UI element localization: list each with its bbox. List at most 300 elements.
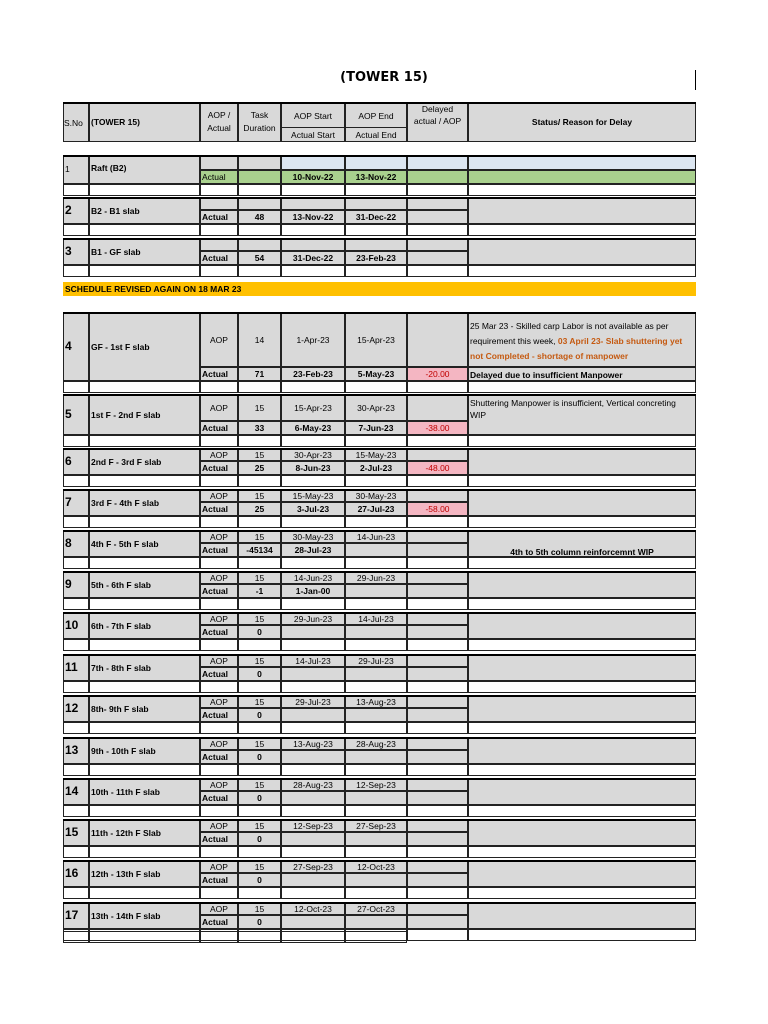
aop-start: 15-May-23 — [292, 491, 334, 501]
actual-type: Actual — [202, 423, 228, 433]
spacer-cell — [281, 846, 345, 858]
aop-type: AOP — [210, 821, 228, 831]
delay-value: -58.00 — [425, 504, 450, 514]
spacer-cell — [238, 381, 281, 393]
spacer-cell — [281, 435, 345, 447]
spacer-cell — [63, 639, 89, 651]
status-text: 4th to 5th column reinforcemnt WIP — [510, 547, 654, 557]
aop-cell — [407, 613, 468, 625]
spacer-cell — [63, 224, 89, 236]
actual-start: 13-Nov-22 — [292, 212, 334, 222]
actual-end: 5-May-23 — [357, 369, 395, 379]
spacer-cell — [63, 764, 89, 776]
actual-cell — [407, 791, 468, 805]
row-name: 6th - 7th F slab — [91, 621, 151, 631]
row-name: 8th- 9th F slab — [91, 704, 149, 714]
spacer-cell — [89, 722, 200, 734]
row-number: 1 — [65, 164, 70, 174]
actual-start: 3-Jul-23 — [296, 504, 330, 514]
spacer-cell — [407, 846, 468, 858]
aop-cell — [407, 531, 468, 543]
aop-cell — [407, 239, 468, 251]
actual-type: Actual — [202, 369, 228, 379]
aop-start: 27-Sep-23 — [293, 862, 333, 872]
aop-cell — [407, 395, 468, 421]
spacer-cell — [89, 681, 200, 693]
actual-cell — [407, 832, 468, 846]
status-cell — [468, 449, 696, 475]
spacer-cell — [345, 639, 407, 651]
spacer-cell — [407, 184, 468, 196]
header-delayed: actual / AOP — [413, 116, 462, 126]
aop-start: 12-Sep-23 — [293, 821, 333, 831]
row-name: 1st F - 2nd F slab — [91, 410, 161, 420]
spacer-cell — [200, 435, 238, 447]
header-sno: S.No — [64, 118, 83, 128]
actual-cell — [281, 708, 345, 722]
spacer-cell — [407, 435, 468, 447]
aop-duration: 14 — [254, 335, 265, 345]
aop-type: AOP — [210, 403, 228, 413]
row-name: 4th F - 5th F slab — [91, 539, 159, 549]
actual-type: Actual — [202, 212, 228, 222]
spacer-cell — [407, 598, 468, 610]
actual-cell — [345, 750, 407, 764]
spacer-cell — [281, 931, 345, 943]
spacer-cell — [468, 184, 696, 196]
status-text-part: requirement this week, — [470, 336, 558, 346]
status-cell — [468, 655, 696, 681]
spacer-cell — [238, 846, 281, 858]
aop-cell — [281, 156, 345, 170]
aop-type: AOP — [210, 450, 228, 460]
status-cell — [468, 156, 696, 170]
actual-start: 8-Jun-23 — [295, 463, 331, 473]
actual-duration: 0 — [257, 875, 262, 885]
row-number: 9 — [65, 577, 72, 591]
row-top-border — [63, 312, 696, 314]
actual-type: Actual — [202, 586, 228, 596]
schedule-revised-banner — [63, 282, 696, 296]
aop-cell — [407, 861, 468, 873]
spacer-cell — [345, 598, 407, 610]
spacer-cell — [468, 381, 696, 393]
spacer-cell — [281, 184, 345, 196]
header-actual-start: Actual Start — [291, 130, 335, 140]
aop-start: 29-Jun-23 — [293, 614, 333, 624]
spacer-cell — [238, 931, 281, 943]
actual-duration: 0 — [257, 669, 262, 679]
spacer-cell — [89, 381, 200, 393]
row-name: 12th - 13th F slab — [91, 869, 161, 879]
spacer-cell — [468, 224, 696, 236]
spacer-cell — [345, 681, 407, 693]
aop-end: 14-Jul-23 — [358, 614, 394, 624]
spacer-cell — [63, 598, 89, 610]
row-number: 5 — [65, 407, 72, 421]
aop-cell — [407, 738, 468, 750]
header-cell — [238, 102, 281, 142]
spacer-cell — [200, 224, 238, 236]
row-top-border — [63, 197, 696, 199]
spacer-cell — [63, 681, 89, 693]
row-top-border — [63, 155, 696, 157]
actual-type: Actual — [202, 875, 228, 885]
header-cell — [200, 102, 238, 142]
actual-duration: -1 — [255, 586, 264, 596]
aop-cell — [238, 198, 281, 210]
row-top-border — [63, 394, 696, 396]
status-cell — [468, 198, 696, 224]
spacer-cell — [238, 435, 281, 447]
spacer-cell — [345, 381, 407, 393]
spacer-cell — [200, 931, 238, 943]
spacer-cell — [200, 681, 238, 693]
aop-cell — [407, 696, 468, 708]
actual-start: 6-May-23 — [294, 423, 332, 433]
spacer-cell — [89, 224, 200, 236]
spacer-cell — [238, 887, 281, 899]
aop-type: AOP — [210, 335, 228, 345]
row-name: 3rd F - 4th F slab — [91, 498, 160, 508]
actual-start: 31-Dec-22 — [292, 253, 334, 263]
aop-start: 1-Apr-23 — [296, 335, 330, 345]
actual-cell — [345, 832, 407, 846]
actual-cell — [345, 708, 407, 722]
aop-type: AOP — [210, 862, 228, 872]
aop-duration: 15 — [254, 697, 265, 707]
actual-cell — [407, 708, 468, 722]
row-number: 10 — [65, 618, 79, 632]
header-actual-end: Actual End — [355, 130, 397, 140]
actual-cell — [407, 750, 468, 764]
row-number: 16 — [65, 866, 79, 880]
spacer-cell — [468, 929, 696, 941]
row-name: B2 - B1 slab — [91, 206, 140, 216]
spacer-cell — [281, 764, 345, 776]
delay-value: -38.00 — [425, 423, 450, 433]
spacer-cell — [63, 381, 89, 393]
actual-cell — [407, 625, 468, 639]
spacer-cell — [89, 435, 200, 447]
spacer-cell — [200, 184, 238, 196]
aop-type: AOP — [210, 614, 228, 624]
aop-end: 29-Jul-23 — [358, 656, 394, 666]
row-number: 6 — [65, 454, 72, 468]
spacer-cell — [345, 557, 407, 569]
header-status: Status/ Reason for Delay — [531, 117, 633, 127]
spacer-cell — [238, 224, 281, 236]
actual-end: 2-Jul-23 — [359, 463, 393, 473]
row-number: 2 — [65, 203, 72, 217]
aop-cell — [238, 239, 281, 251]
aop-start: 15-Apr-23 — [294, 403, 332, 413]
status-cell — [468, 613, 696, 639]
actual-cell — [407, 667, 468, 681]
status-cell — [468, 170, 696, 184]
spacer-cell — [345, 805, 407, 817]
aop-cell — [407, 313, 468, 367]
actual-cell — [345, 625, 407, 639]
actual-duration: 25 — [254, 463, 265, 473]
aop-end: 12-Sep-23 — [356, 780, 396, 790]
spacer-cell — [63, 846, 89, 858]
aop-end: 29-Jun-23 — [356, 573, 396, 583]
spacer-cell — [407, 265, 468, 277]
actual-cell — [281, 625, 345, 639]
status-highlight-text: not Completed - shortage of manpower — [470, 351, 629, 361]
actual-cell — [238, 170, 281, 184]
schedule-revised-text: SCHEDULE REVISED AGAIN ON 18 MAR 23 — [65, 284, 242, 294]
spacer-cell — [345, 184, 407, 196]
spacer-cell — [345, 224, 407, 236]
aop-end: 27-Oct-23 — [357, 904, 395, 914]
aop-cell — [200, 198, 238, 210]
spacer-cell — [238, 265, 281, 277]
actual-end: 31-Dec-22 — [355, 212, 397, 222]
spacer-cell — [238, 639, 281, 651]
spacer-cell — [345, 516, 407, 528]
actual-duration: 48 — [254, 212, 265, 222]
header-task-duration: Task — [250, 110, 269, 120]
row-number: 7 — [65, 495, 72, 509]
actual-cell — [407, 873, 468, 887]
aop-duration: 15 — [254, 656, 265, 666]
spacer-cell — [89, 846, 200, 858]
status-cell — [468, 861, 696, 887]
aop-end: 15-May-23 — [355, 450, 397, 460]
status-cell — [468, 490, 696, 516]
status-cell — [468, 903, 696, 929]
actual-cell — [407, 584, 468, 598]
spacer-cell — [200, 381, 238, 393]
spacer-cell — [200, 887, 238, 899]
actual-type: Actual — [202, 463, 228, 473]
aop-type: AOP — [210, 491, 228, 501]
aop-cell — [200, 239, 238, 251]
spacer-cell — [63, 557, 89, 569]
row-name: 11th - 12th F Slab — [91, 828, 161, 838]
spacer-cell — [281, 224, 345, 236]
header-aop-end: AOP End — [358, 111, 394, 121]
spacer-cell — [345, 475, 407, 487]
aop-duration: 15 — [254, 739, 265, 749]
aop-start: 28-Aug-23 — [293, 780, 333, 790]
spacer-cell — [345, 764, 407, 776]
spacer-cell — [63, 516, 89, 528]
spacer-cell — [200, 846, 238, 858]
aop-cell — [345, 156, 407, 170]
aop-end: 30-Apr-23 — [357, 403, 395, 413]
aop-start: 12-Oct-23 — [294, 904, 332, 914]
spacer-cell — [468, 557, 696, 569]
aop-cell — [407, 156, 468, 170]
row-name: B1 - GF slab — [91, 247, 141, 257]
spacer-cell — [200, 557, 238, 569]
aop-end: 12-Oct-23 — [357, 862, 395, 872]
row-number: 11 — [65, 660, 78, 674]
aop-type: AOP — [210, 656, 228, 666]
spacer-cell — [200, 598, 238, 610]
spacer-cell — [407, 929, 468, 941]
actual-cell — [407, 543, 468, 557]
actual-cell — [281, 667, 345, 681]
aop-cell — [200, 156, 238, 170]
spacer-cell — [345, 722, 407, 734]
spacer-cell — [281, 722, 345, 734]
aop-duration: 15 — [254, 450, 265, 460]
spacer-cell — [89, 931, 200, 943]
actual-type: Actual — [202, 917, 228, 927]
spacer-cell — [63, 722, 89, 734]
spacer-cell — [200, 639, 238, 651]
page-title: (TOWER 15) — [340, 70, 428, 85]
spacer-cell — [468, 764, 696, 776]
status-text: WIP — [470, 410, 487, 420]
actual-start: 10-Nov-22 — [292, 172, 334, 182]
actual-duration: 71 — [254, 369, 265, 379]
spacer-cell — [345, 931, 407, 943]
spacer-cell — [89, 598, 200, 610]
spacer-cell — [89, 557, 200, 569]
spacer-cell — [407, 639, 468, 651]
spacer-cell — [63, 184, 89, 196]
spacer-cell — [468, 475, 696, 487]
spacer-cell — [238, 475, 281, 487]
spacer-cell — [89, 265, 200, 277]
actual-cell — [281, 750, 345, 764]
spacer-cell — [407, 516, 468, 528]
actual-cell — [345, 915, 407, 929]
spacer-cell — [89, 475, 200, 487]
spacer-cell — [281, 381, 345, 393]
status-cell — [468, 239, 696, 265]
spacer-cell — [468, 265, 696, 277]
actual-cell — [407, 170, 468, 184]
spacer-cell — [281, 598, 345, 610]
aop-cell — [407, 779, 468, 791]
spacer-cell — [89, 805, 200, 817]
actual-end: 13-Nov-22 — [355, 172, 397, 182]
spacer-cell — [281, 265, 345, 277]
spacer-cell — [407, 722, 468, 734]
spacer-cell — [468, 681, 696, 693]
spacer-cell — [407, 475, 468, 487]
spacer-cell — [238, 722, 281, 734]
actual-duration: 0 — [257, 710, 262, 720]
actual-cell — [281, 873, 345, 887]
spacer-cell — [468, 639, 696, 651]
actual-type: Actual — [202, 669, 228, 679]
spacer-cell — [238, 184, 281, 196]
spacer-cell — [281, 805, 345, 817]
aop-type: AOP — [210, 739, 228, 749]
actual-type: Actual — [202, 545, 228, 555]
aop-duration: 15 — [254, 862, 265, 872]
aop-end: 14-Jun-23 — [356, 532, 396, 542]
actual-duration: 0 — [257, 793, 262, 803]
aop-end: 28-Aug-23 — [356, 739, 396, 749]
header-delayed: Delayed — [421, 104, 454, 114]
header-tower: (TOWER 15) — [91, 117, 140, 127]
spacer-cell — [238, 764, 281, 776]
spacer-cell — [238, 805, 281, 817]
spacer-cell — [89, 764, 200, 776]
row-name: 7th - 8th F slab — [91, 663, 151, 673]
aop-type: AOP — [210, 697, 228, 707]
spacer-cell — [281, 475, 345, 487]
actual-duration: 25 — [254, 504, 265, 514]
spacer-cell — [407, 805, 468, 817]
row-number: 17 — [65, 908, 79, 922]
actual-type: Actual — [202, 793, 228, 803]
status-cell — [468, 738, 696, 764]
status-actual-text: Delayed due to insufficient Manpower — [470, 370, 623, 380]
spacer-cell — [468, 846, 696, 858]
spacer-cell — [468, 722, 696, 734]
spacer-cell — [238, 681, 281, 693]
spacer-cell — [468, 598, 696, 610]
aop-type: AOP — [210, 573, 228, 583]
row-name: 5th - 6th F slab — [91, 580, 151, 590]
actual-type: Actual — [202, 172, 226, 182]
aop-duration: 15 — [254, 573, 265, 583]
row-number: 4 — [65, 339, 72, 353]
row-number: 8 — [65, 536, 72, 550]
status-cell — [468, 820, 696, 846]
spacer-cell — [63, 475, 89, 487]
actual-start: 1-Jan-00 — [295, 586, 331, 596]
actual-cell — [407, 251, 468, 265]
spacer-cell — [63, 931, 89, 943]
actual-duration: 0 — [257, 917, 262, 927]
row-name: 13th - 14th F slab — [91, 911, 161, 921]
spacer-cell — [345, 265, 407, 277]
spacer-cell — [281, 557, 345, 569]
status-highlight-text: 03 April 23- Slab shuttering yet — [557, 336, 683, 346]
aop-cell — [281, 239, 345, 251]
actual-start: 23-Feb-23 — [293, 369, 333, 379]
actual-end: 27-Jul-23 — [357, 504, 395, 514]
header-task-duration: Duration — [243, 123, 276, 133]
spacer-cell — [89, 516, 200, 528]
actual-cell — [407, 210, 468, 224]
delay-value: -20.00 — [425, 369, 450, 379]
status-cell — [468, 572, 696, 598]
aop-duration: 15 — [254, 821, 265, 831]
spacer-cell — [407, 381, 468, 393]
actual-duration: 54 — [254, 253, 265, 263]
spacer-cell — [407, 224, 468, 236]
delay-value: -48.00 — [425, 463, 450, 473]
actual-cell — [345, 584, 407, 598]
aop-duration: 15 — [254, 403, 265, 413]
status-text: Shuttering Manpower is insufficient, Vertical concreting — [470, 398, 676, 408]
actual-duration: 0 — [257, 627, 262, 637]
aop-start: 30-May-23 — [292, 532, 334, 542]
aop-duration: 15 — [254, 904, 265, 914]
row-name: Raft (B2) — [91, 163, 127, 173]
row-name: 9th - 10th F slab — [91, 746, 156, 756]
row-number: 13 — [65, 743, 79, 757]
spacer-cell — [200, 722, 238, 734]
actual-start: 28-Jul-23 — [294, 545, 332, 555]
status-cell — [468, 696, 696, 722]
row-name: GF - 1st F slab — [91, 342, 150, 352]
status-cell — [468, 779, 696, 805]
header-aop-actual: Actual — [207, 123, 231, 133]
aop-start: 30-Apr-23 — [294, 450, 332, 460]
